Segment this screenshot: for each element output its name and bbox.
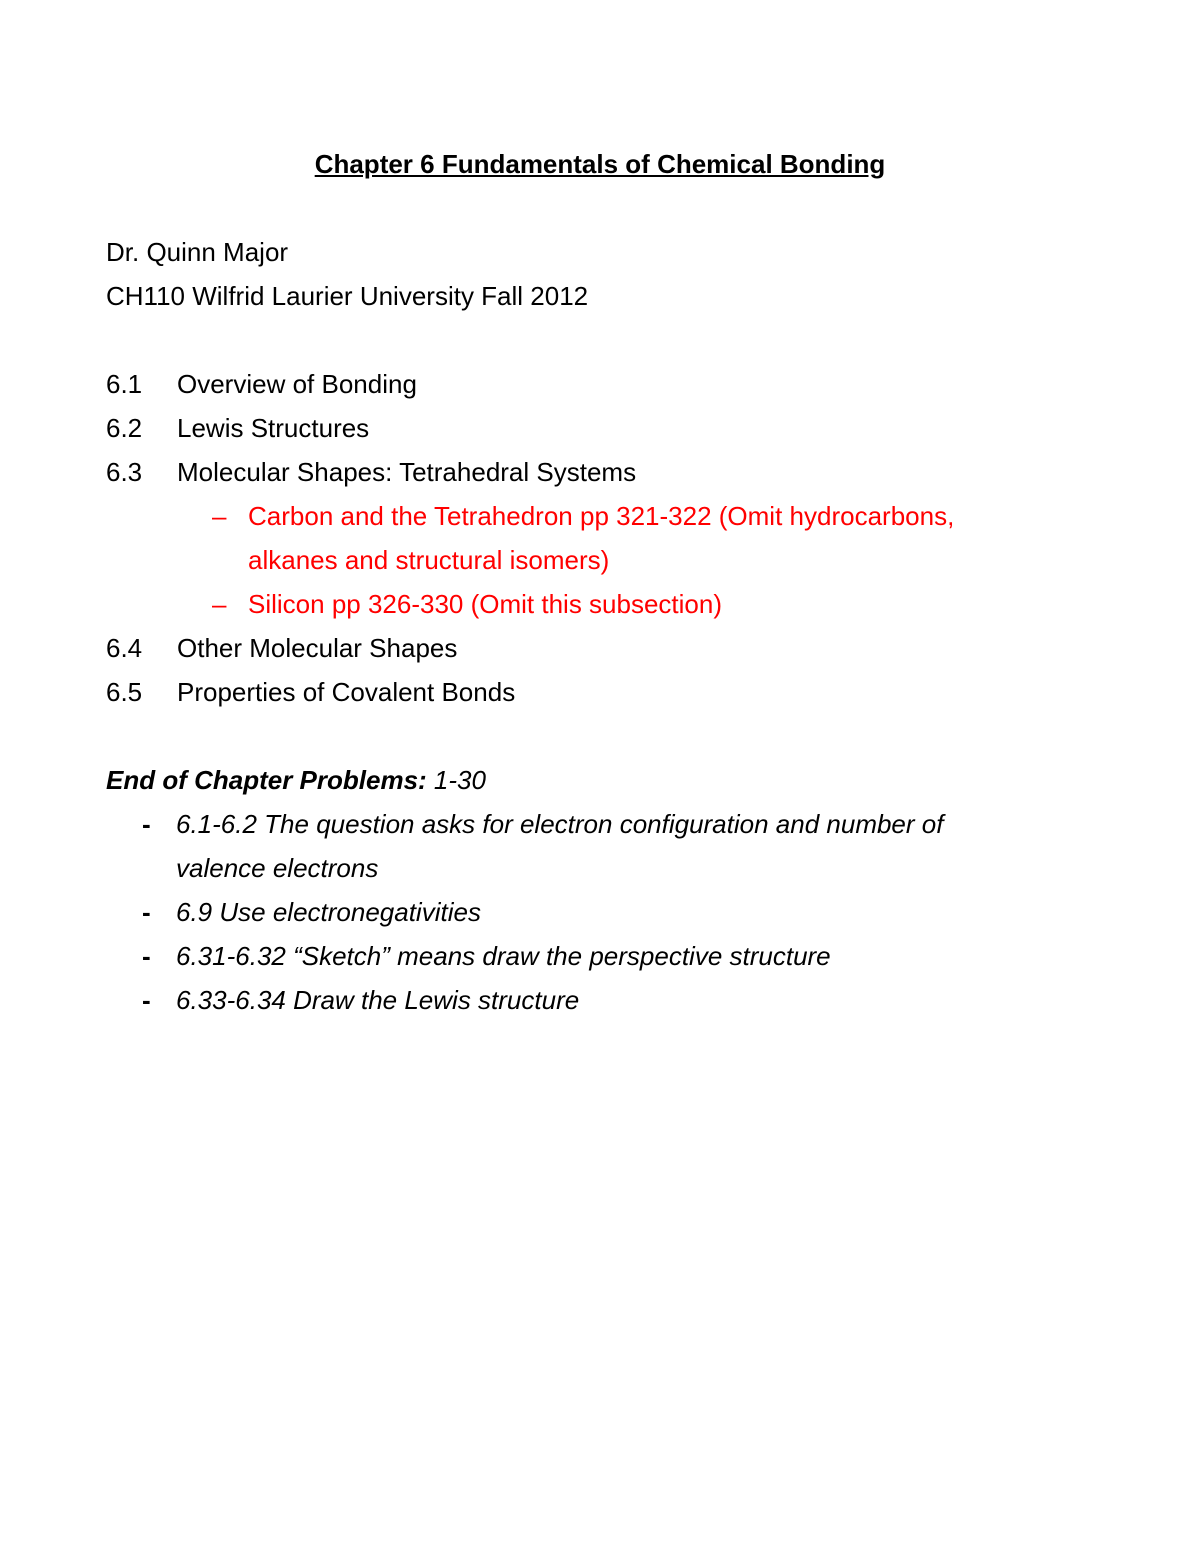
bullet-marker: - <box>142 985 151 1015</box>
problem-item: 6.33-6.34 Draw the Lewis structure <box>176 985 580 1015</box>
author-line: Dr. Quinn Major <box>106 237 289 267</box>
problem-item: 6.1-6.2 The question asks for electron configuration and number of <box>176 809 944 839</box>
bullet-marker: - <box>142 897 151 927</box>
problems-heading-line <box>106 762 486 798</box>
problem-item: 6.9 Use electronegativities <box>176 897 481 927</box>
section-label: Lewis Structures <box>177 413 370 443</box>
section-label: Molecular Shapes: Tetrahedral Systems <box>177 457 637 487</box>
bullet-marker: - <box>142 809 151 839</box>
section-item <box>106 630 457 666</box>
section-label: Other Molecular Shapes <box>177 633 458 663</box>
page-title: Chapter 6 Fundamentals of Chemical Bonding <box>314 149 886 179</box>
problems-heading: End of Chapter Problems: <box>106 765 427 795</box>
section-item <box>106 674 515 710</box>
subsection-line: Carbon and the Tetrahedron pp 321-322 (Omit hydrocarbons, <box>248 501 955 531</box>
section-number: 6.5 <box>106 677 143 707</box>
section-label: Properties of Covalent Bonds <box>177 677 516 707</box>
section-item <box>106 366 417 402</box>
bullet-marker: - <box>142 941 151 971</box>
section-item <box>106 454 636 490</box>
problem-item: valence electrons <box>176 853 379 883</box>
section-label: Overview of Bonding <box>177 369 417 399</box>
subsection-dash: – <box>212 501 227 531</box>
section-number: 6.4 <box>106 633 143 663</box>
problems-range: 1-30 <box>426 765 486 795</box>
course-line: CH110 Wilfrid Laurier University Fall 2012 <box>106 281 589 311</box>
problem-item: 6.31-6.32 “Sketch” means draw the perspective structure <box>176 941 831 971</box>
section-number: 6.1 <box>106 369 143 399</box>
section-number: 6.3 <box>106 457 143 487</box>
subsection-line: Silicon pp 326-330 (Omit this subsection) <box>248 589 723 619</box>
section-number: 6.2 <box>106 413 143 443</box>
section-item <box>106 410 369 446</box>
subsection-dash: – <box>212 589 227 619</box>
subsection-line: alkanes and structural isomers) <box>248 545 610 575</box>
